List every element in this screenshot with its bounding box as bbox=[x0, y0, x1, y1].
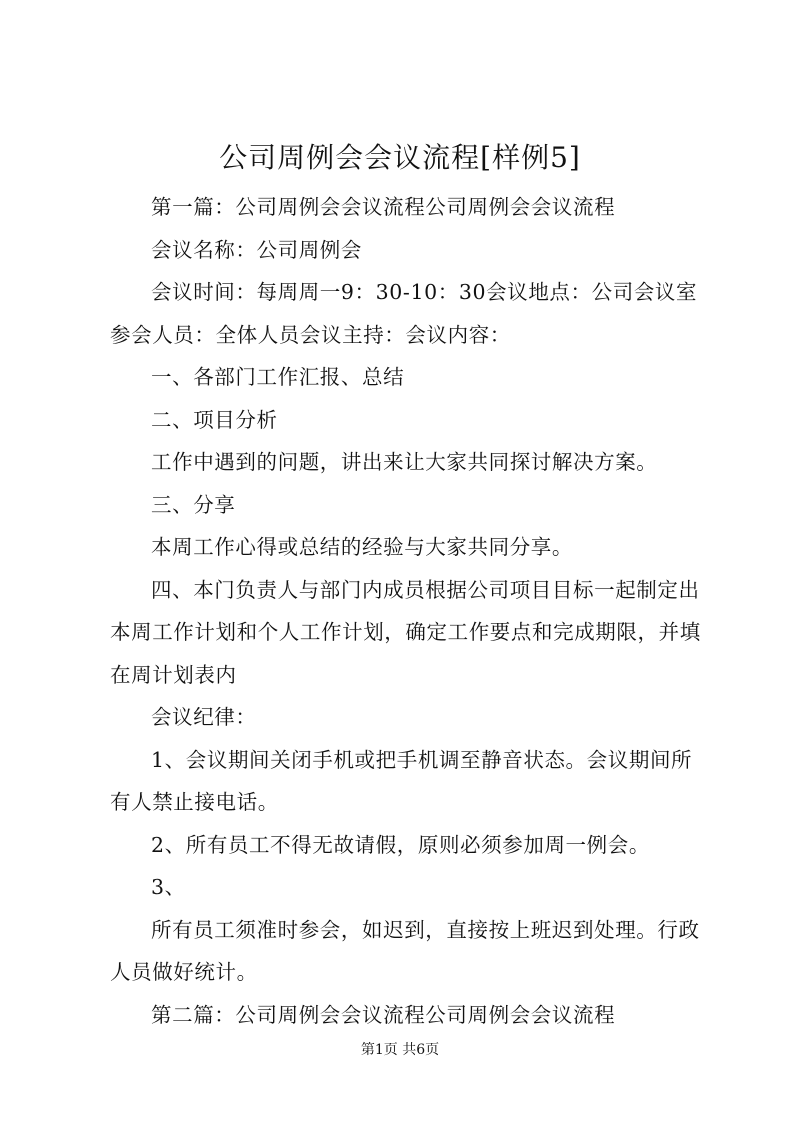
paragraph: 3、 bbox=[151, 875, 186, 899]
paragraph: 会议名称：公司周例会 bbox=[151, 237, 362, 262]
page-footer: 第1页 共6页 bbox=[360, 1042, 440, 1058]
document-title: 公司周例会会议流程[样例5] bbox=[219, 141, 581, 174]
document-body bbox=[110, 186, 704, 1036]
paragraph: 第一篇：公司周例会会议流程公司周例会会议流程 bbox=[151, 195, 616, 219]
paragraph: 2、所有员工不得无故请假，原则必须参加周一例会。 bbox=[151, 832, 650, 857]
paragraph: 二、项目分析 bbox=[151, 407, 278, 432]
paragraph: 一、各部门工作汇报、总结 bbox=[151, 365, 405, 389]
paragraph: 三、分享 bbox=[151, 492, 236, 517]
paragraph: 本周工作心得或总结的经验与大家共同分享。 bbox=[151, 535, 573, 559]
paragraph: 会议时间：每周周一9：30-10：30会议地点：公司会议室参会人员：全体人员会议主持：会议内容： bbox=[110, 280, 698, 347]
paragraph: 所有员工须准时参会，如迟到，直接按上班迟到处理。行政人员做好统计。 bbox=[110, 917, 700, 984]
paragraph: 四、本门负责人与部门内成员根据公司项目目标一起制定出本周工作计划和个人工作计划，确定工作要点和完成期限，并填在周计划表内 bbox=[110, 577, 701, 687]
paragraph: 第二篇：公司周例会会议流程公司周例会会议流程 bbox=[151, 1002, 616, 1027]
paragraph: 1、会议期间关闭手机或把手机调至静音状态。会议期间所有人禁止接电话。 bbox=[110, 747, 693, 814]
paragraph: 会议纪律： bbox=[151, 705, 257, 729]
paragraph: 工作中遇到的问题，讲出来让大家共同探讨解决方案。 bbox=[151, 450, 658, 474]
